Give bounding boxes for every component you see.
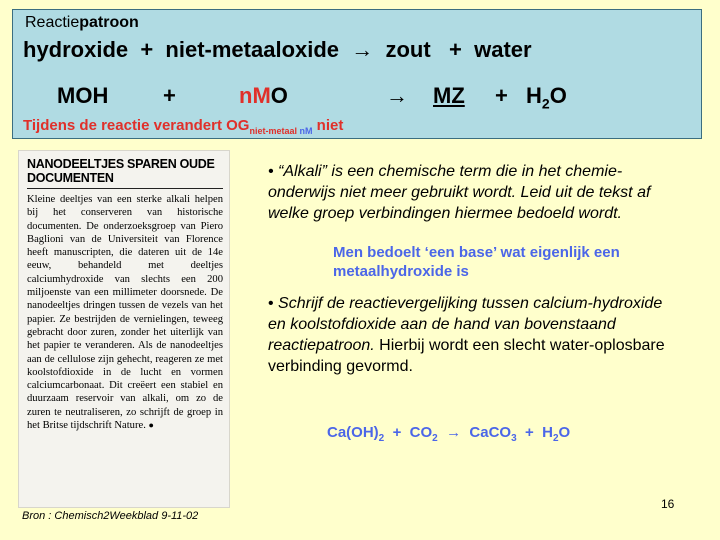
formula-o: O: [270, 83, 288, 108]
reactant-caoh2: Ca(OH): [327, 424, 379, 441]
question-2: [268, 293, 668, 377]
reaction-plus-1: +: [384, 424, 410, 441]
article-title: NANODEELTJES SPAREN OUDE DOCUMENTEN: [27, 157, 223, 189]
formula-h2o-o: O: [549, 83, 567, 108]
formula-nmo: [239, 83, 288, 109]
formula-arrow: →: [386, 83, 408, 108]
formula-plus-2: +: [495, 83, 508, 108]
formula-h: H: [526, 83, 542, 108]
pattern-label-prefix: Reactie: [25, 14, 80, 31]
article-end-mark: ●: [148, 420, 154, 431]
newspaper-clipping: [18, 150, 230, 508]
reaction-equation: [327, 424, 570, 444]
question-2-bullet: •: [268, 295, 279, 312]
question-1: • “Alkali” is een chemische term die in het chemie-onderwijs niet meer gebruikt wordt. Leid uit de tekst af welke groep verbindingen hiermee bedoeld wordt.: [268, 163, 651, 222]
oxidation-note-sub: niet-metaal: [249, 126, 297, 136]
formula-nm: nM: [239, 83, 271, 108]
formula-moh: MOH: [57, 83, 109, 108]
reaction-pattern-box: [12, 9, 702, 139]
product-caco3: CaCO: [469, 424, 512, 441]
formula-mz: MZ: [433, 83, 465, 108]
page-number: 16: [661, 497, 675, 511]
pattern-label: [25, 14, 139, 32]
question-2-normal: Hierbij wordt een slecht water-oplosbare verbinding gevormd.: [268, 337, 665, 375]
question-2-italic: Schrijf de reactievergelijking tussen calcium-hydroxide en koolstofdioxide aan de hand van bovenstaand reactiepatroon.: [268, 295, 663, 354]
reactant-caoh2-sub: 2: [378, 433, 385, 444]
product-h2o-sub: 2: [552, 433, 559, 444]
answer-1: Men bedoelt ‘een base’ wat eigenlijk een metaalhydroxide is: [333, 244, 620, 280]
product-h2o: H: [542, 424, 553, 441]
oxidation-note-text: Tijdens de reactie verandert OG: [23, 117, 250, 134]
formula-h-sub: 2: [541, 95, 550, 112]
reaction-arrow: →: [437, 424, 470, 441]
formula-h2o: [526, 83, 567, 111]
formula-plus-1: +: [163, 83, 176, 108]
oxidation-note: [23, 117, 343, 136]
article-text: Kleine deeltjes van een sterke alkali helpen bij het conserveren van historische documenten. De onderzoeksgroep van Piero Baglioni van de Universiteit van Florence heeft manuscripten, die dateren uit de 14e eeuw, behandeld met deeltjes calciumhydroxide van slechts een 200 miljoenste van een millimeter doorsnede. De nanodeeltjes dringen tussen de vezels van het papier. Ze bestrijden de vernielingen, teweeg gebracht door zuren, zonder het uiterlijk van het papier te veranderen. Als de nanodeeltjes aan de cellulose zijn gehecht, reageren ze met koolstofdioxide in de lucht en vormen calciumcarbonaat. Dit creëert een stabiel en duurzaam reservoir van alkali, om zo de zuren te neutraliseren, zo schrijft de groep in het Britse tijdschrift Nature.: [27, 194, 223, 432]
oxidation-note-sub-nm: nM: [297, 126, 313, 136]
pattern-label-bold: patroon: [79, 14, 139, 31]
product-h2o-o: O: [558, 424, 571, 441]
source-citation: Bron : Chemisch2Weekblad 9-11-02: [22, 510, 199, 522]
reactant-co2: CO: [409, 424, 433, 441]
article-body: [27, 193, 223, 432]
reactant-co2-sub: 2: [432, 433, 438, 444]
general-equation: hydroxide + niet-metaaloxide → zout + water: [23, 37, 532, 62]
oxidation-note-suffix: niet: [312, 117, 344, 134]
product-caco3-sub: 3: [511, 433, 517, 444]
reaction-plus-2: +: [516, 424, 543, 441]
